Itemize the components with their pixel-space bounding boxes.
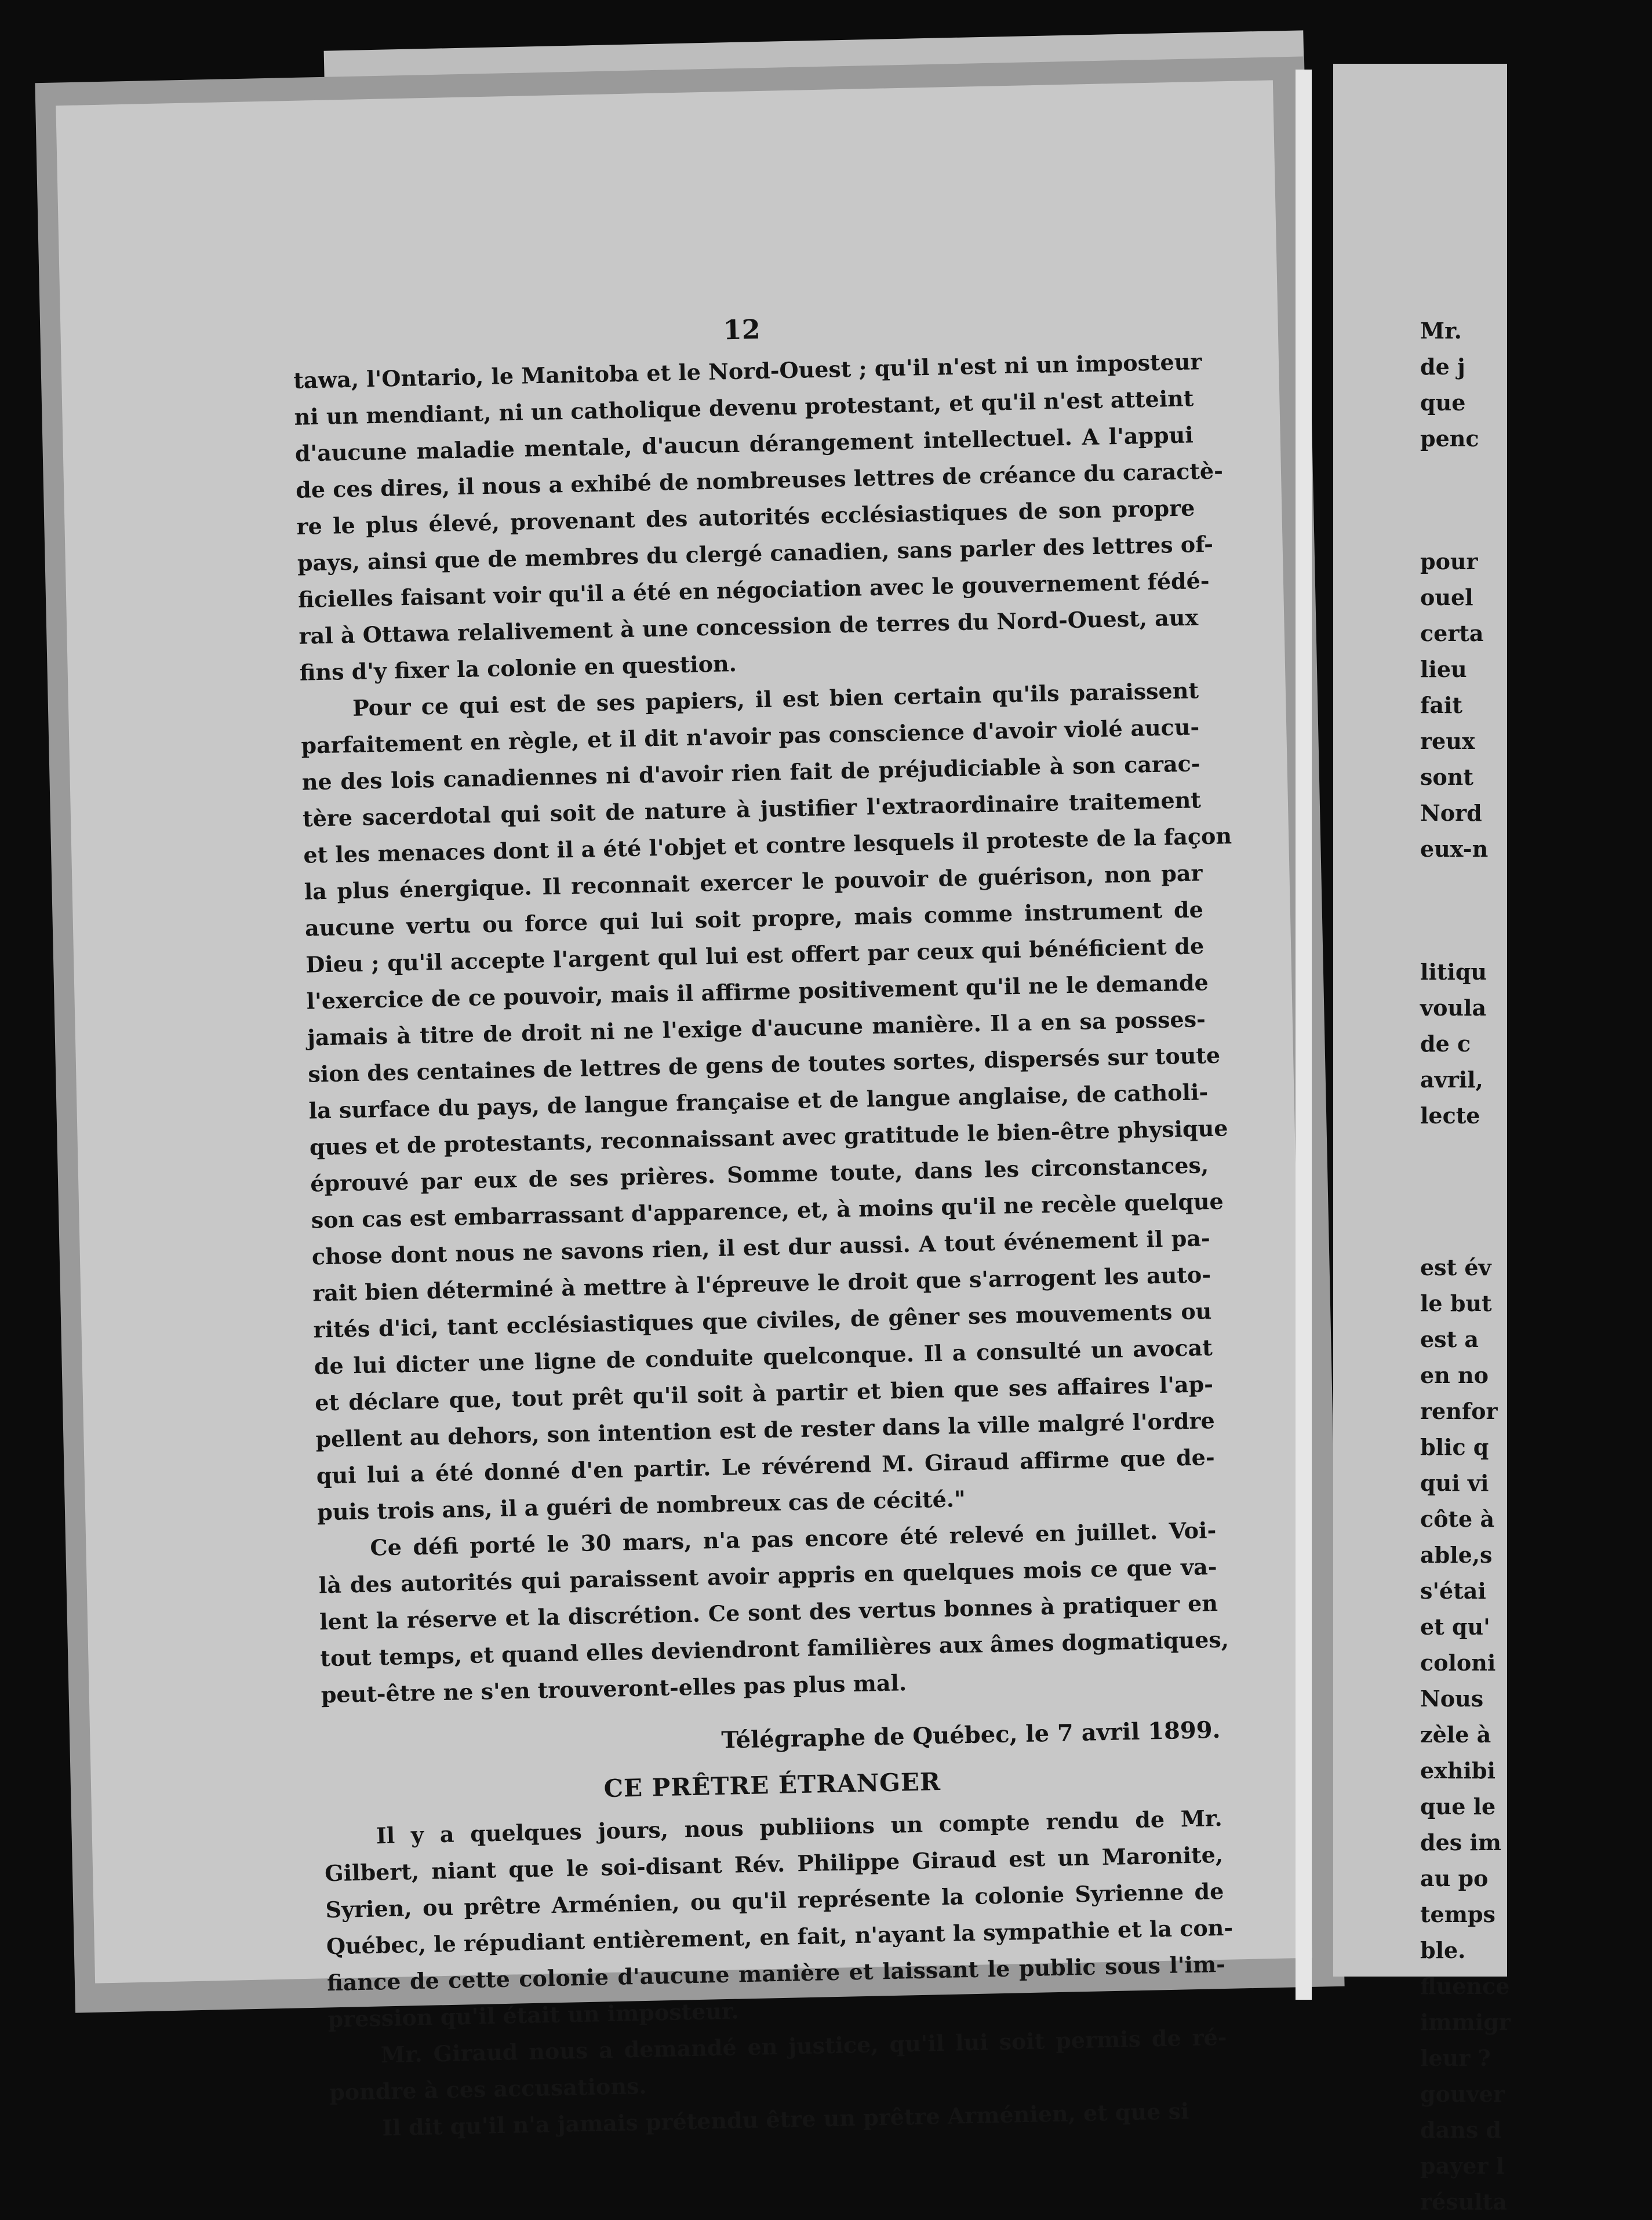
signature-line: Télégraphe de Québec, le 7 avril 1899. [721,1716,1221,1754]
fragment-line: que le [1420,1793,1496,1819]
fragment-line: résulta [1420,2189,1507,2215]
text-line: pellent au dehors, son intention est de rester dans la ville malgré l'ordre [315,1407,1216,1453]
left-page-text [292,302,1233,2147]
text-line: jamais à titre de droit ni ne l'exige d'aucune manière. Il a en sa posses- [307,1006,1206,1051]
fragment-line: Mr. [1420,318,1462,344]
text-line: qui lui a été donné d'en partir. Le révérend M. Giraud affirme que de- [316,1443,1216,1489]
text-line: sion des centaines de lettres de gens de toutes sortes, dispersés sur toute [307,1042,1221,1087]
fragment-line: de c [1420,1031,1471,1057]
text-line: pays, ainsi que de membres du clergé canadien, sans parler des lettres of- [297,530,1214,576]
fragment-line: sont [1420,764,1473,790]
fragment-line: est a [1420,1326,1479,1352]
text-line: Québec, le répudiant entièrement, en fait, n'ayant la sympathie et la con- [326,1914,1233,1960]
text-line: l'exercice de ce pouvoir, mais il affirme positivement qu'il ne le demande [306,969,1209,1014]
text-line: peut-être ne s'en trouveront-elles pas plus mal. [321,1669,907,1708]
right-block-4 [1420,1250,1652,2220]
fragment-line: coloni [1420,1650,1496,1676]
text-line: ne des lois canadiennes ni d'avoir rien fait de préjudiciable à son carac- [301,750,1200,795]
fragment-line: exhibi [1420,1757,1495,1784]
text-line: re le plus élevé, provenant des autorités ecclésiastiques de son propre [296,494,1195,540]
section-heading: CE PRÊTRE ÉTRANGER [603,1767,941,1803]
text-line: Gilbert, niant que le soi-disant Rév. Philippe Giraud est un Maronite, [324,1841,1224,1887]
fragment-line: dans d [1420,2117,1502,2143]
fragment-line: ble. [1420,1937,1466,1963]
right-block-1 [1420,313,1652,457]
fragment-line: zèle à [1420,1722,1491,1748]
right-page-edge [1333,64,1511,2215]
fragment-line: s'étai [1420,1578,1486,1604]
text-line: Il dit qu'il n'a jamais prétendu être un prêtre Arménien, et que si [382,2098,1189,2141]
fragment-line: côte à [1420,1506,1495,1532]
text-line: la plus énergique. Il reconnait exercer le pouvoir de guérison, non par [304,860,1203,905]
fragment-line: lieu [1420,656,1467,682]
page-gutter [1296,70,1312,2000]
fragment-line: en no [1420,1362,1489,1388]
text-line: pression qu'il était un imposteur. [328,1997,740,2033]
fragment-line: eux-n [1420,836,1489,862]
fragment-line: penc [1420,425,1479,452]
text-line: Syrien, ou prêtre Arménien, ou qu'il représente la colonie Syrienne de [325,1877,1224,1923]
paragraph-3 [318,1512,1229,1713]
fragment-line: fluence [1420,1973,1510,1999]
text-line: la surface du pays, de langue française et de langue anglaise, de catholi- [308,1079,1209,1124]
fragment-line: est év [1420,1254,1491,1280]
fragment-line: que [1420,390,1466,416]
text-line: tère sacerdotal qui soit de nature à justifier l'extraordinaire traitement [302,787,1202,832]
fragment-line: payer l [1420,2153,1505,2179]
fragment-line: de j [1420,354,1465,380]
text-line: éprouvé par eux de ses prières. Somme toute, dans les circonstances, [310,1152,1209,1197]
fragment-line: des im [1420,1829,1502,1855]
fragment-line: Nord [1420,800,1482,826]
text-line: d'aucune maladie mentale, d'aucun dérangement intellectuel. A l'appui [294,421,1194,467]
text-line: ral à Ottawa relalivement à une concession de terres du Nord-Ouest, aux [299,604,1199,649]
text-line: ques et de protestants, reconnaissant avec gratitude le bien-être physique [309,1115,1228,1160]
paragraph-2 [300,672,1232,1530]
text-line: Pour ce qui est de ses papiers, il est bien certain qu'ils paraissent [352,677,1199,721]
left-page [56,80,1312,2141]
paragraph-4 [323,1800,1233,2037]
fragment-line: able,s [1420,1542,1493,1568]
right-block-3 [1420,954,1652,1134]
text-line: et déclare que, tout prêt qu'il soit à partir et bien que ses affaires l'ap- [314,1371,1214,1416]
text-line: ni un mendiant, ni un catholique devenu protestant, et qu'il n'est atteint [294,385,1194,430]
fragment-line: immigr [1420,2009,1511,2035]
fragment-line: pour [1420,548,1478,574]
text-line: Dieu ; qu'il accepte l'argent qul lui est offert par ceux qui bénéficient de [305,933,1205,978]
text-line: chose dont nous ne savons rien, il est dur aussi. A tout événement il pa- [311,1225,1211,1270]
fragment-line: certa [1420,620,1484,646]
text-line: là des autorités qui paraissent avoir appris en quelques mois ce que va- [318,1553,1217,1599]
text-line: fins d'y fixer la colonie en question. [299,650,737,686]
fragment-line: leur ? [1420,2045,1491,2071]
text-line: Mr. Giraud nous a demandé en justice, qu'il lui soit permis de ré- [380,2024,1227,2068]
text-line: ficielles faisant voir qu'il a été en négociation avec le gouvernement fédé- [297,567,1210,613]
fragment-line: qui vi [1420,1470,1489,1496]
fragment-line: fait [1420,692,1462,718]
fragment-line: avril, [1420,1067,1483,1093]
right-page-text [1420,313,1652,2220]
right-block-2 [1420,544,1652,867]
paragraph-1 [293,343,1224,690]
text-line: lent la réserve et la discrétion. Ce sont des vertus bonnes à pratiquer en [319,1589,1218,1635]
text-line: puis trois ans, il a guéri de nombreux cas de cécité." [316,1486,966,1526]
text-line: et les menaces dont il a été l'objet et contre lesquels il proteste de la façon [303,823,1232,868]
fragment-line: renfor [1420,1398,1498,1424]
fragment-line: gouver [1420,2081,1505,2107]
fragment-line: blic q [1420,1434,1489,1460]
text-line: de ces dires, il nous a exhibé de nombreuses lettres de créance du caractè- [295,457,1224,503]
fragment-line: le but [1420,1290,1492,1316]
fragment-line: au po [1420,1865,1489,1891]
fragment-line: voula [1420,995,1487,1021]
text-line: Il y a quelques jours, nous publiions un compte rendu de Mr. [376,1804,1223,1849]
page-number: 12 [723,313,761,346]
text-line: de lui dicter une ligne de conduite quelconque. Il a consulté un avocat [314,1334,1213,1380]
fragment-line: temps [1420,1901,1495,1927]
fragment-line: reux [1420,728,1475,754]
text-line: rait bien déterminé à mettre à l'épreuve le droit que s'arrogent les auto- [312,1261,1211,1306]
fragment-line: lecte [1420,1102,1480,1129]
fragment-line: Nous [1420,1686,1484,1712]
text-line: fiance de cette colonie d'aucune manière et laissant le public sous l'im- [326,1950,1226,1996]
fragment-line: et qu' [1420,1614,1490,1640]
text-line: parfaitement en règle, et il dit n'avoir pas conscience d'avoir violé aucu- [301,714,1200,759]
fragment-line: litiqu [1420,959,1487,985]
fragment-line: ouel [1420,584,1473,610]
text-line: rités d'ici, tant ecclésiastiques que civiles, de gêner ses mouvements ou [313,1298,1212,1343]
text-line: tawa, l'Ontario, le Manitoba et le Nord-Ouest ; qu'il n'est ni un imposteur [293,348,1202,394]
text-line: aucune vertu ou force qui lui soit propre, mais comme instrument de [304,896,1204,941]
text-line: tout temps, et quand elles deviendront familières aux âmes dogmatiques, [320,1626,1229,1672]
text-line: Ce défi porté le 30 mars, n'a pas encore été relevé en juillet. Voi- [370,1516,1217,1561]
text-line: son cas est embarrassant d'apparence, et, à moins qu'il ne recèle quelque [311,1188,1224,1233]
text-line: pondre à ces accusations. [329,2072,647,2106]
